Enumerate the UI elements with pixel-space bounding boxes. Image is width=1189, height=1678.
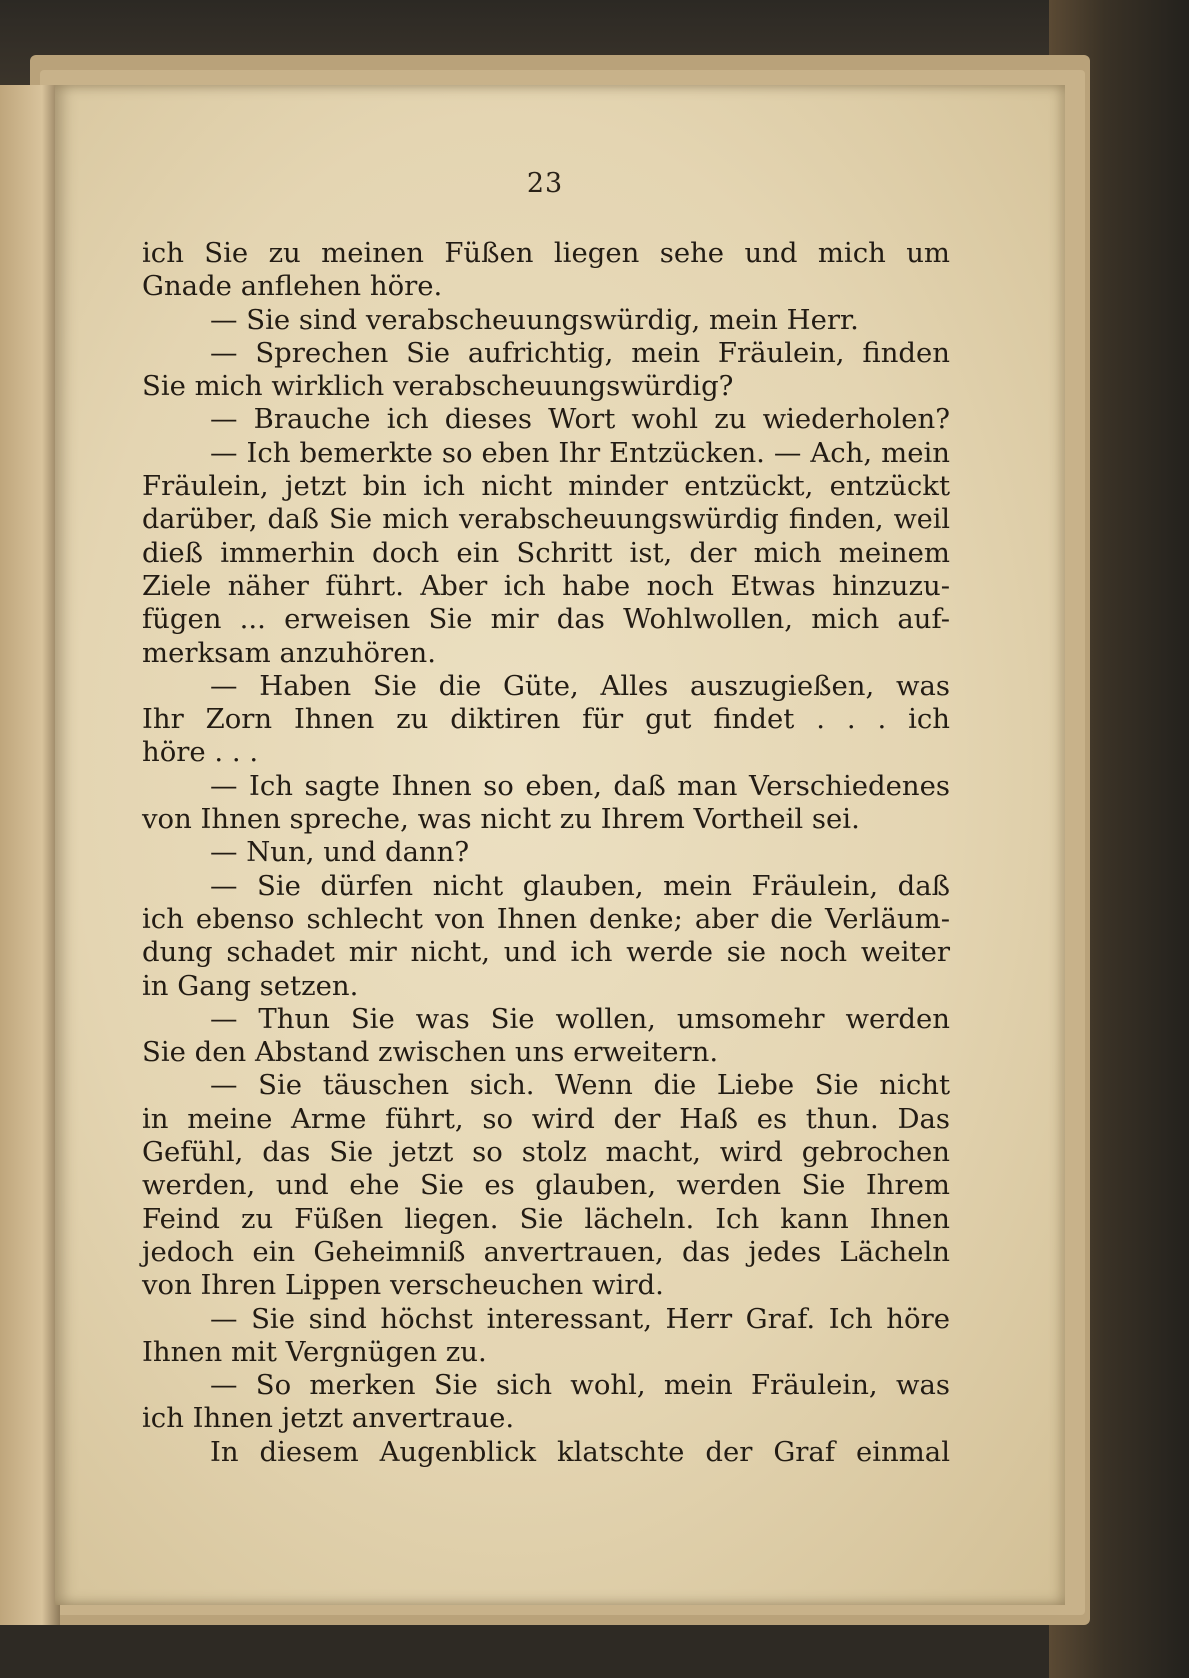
page-number: 23 [526, 168, 564, 199]
text-line: Sie mich wirklich verabscheuungswürdig? [142, 370, 734, 403]
text-line: Sie den Abstand zwischen uns erweitern. [142, 1036, 719, 1069]
text-line: von Ihren Lippen verscheuchen wird. [142, 1269, 664, 1302]
text-line: werden, und ehe Sie es glauben, werden Sie Ihrem [142, 1169, 950, 1202]
text-line: ich ebenso schlecht von Ihnen denke; aber die Verläum- [142, 902, 950, 935]
text-line: — Brauche ich dieses Wort wohl zu wiederholen? [210, 403, 950, 436]
text-line: — Sie sind höchst interessant, Herr Graf. Ich höre [210, 1302, 950, 1335]
text-line: Ihr Zorn Ihnen zu diktiren für gut findet . . . ich [142, 703, 950, 736]
page-text [142, 237, 950, 1469]
text-line: in meine Arme führt, so wird der Haß es thun. Das [142, 1102, 950, 1135]
text-line: — So merken Sie sich wohl, mein Fräulein, was [210, 1369, 950, 1402]
text-line: — Haben Sie die Güte, Alles auszugießen, was [210, 669, 950, 702]
text-line: — Sie sind verabscheuungswürdig, mein Herr. [210, 303, 859, 336]
text-line: Gnade anflehen höre. [142, 270, 443, 303]
text-line: In diesem Augenblick klatschte der Graf einmal [210, 1435, 950, 1468]
text-line: höre . . . [142, 736, 259, 769]
text-line: — Sie täuschen sich. Wenn die Liebe Sie nicht [210, 1069, 950, 1102]
text-line: — Sprechen Sie aufrichtig, mein Fräulein, finden [210, 336, 950, 369]
text-line: fügen ... erweisen Sie mir das Wohlwollen, mich auf- [142, 603, 950, 636]
text-line: ich Ihnen jetzt anvertraue. [142, 1402, 515, 1435]
text-line: jedoch ein Geheimniß anvertrauen, das jedes Lächeln [142, 1235, 950, 1268]
text-line: — Sie dürfen nicht glauben, mein Fräulein, daß [210, 869, 950, 902]
text-line: Gefühl, das Sie jetzt so stolz macht, wird gebrochen [142, 1136, 950, 1169]
previous-page-margin [0, 85, 60, 1625]
text-line: — Ich bemerkte so eben Ihr Entzücken. — Ach, mein [210, 436, 950, 469]
text-line: — Nun, und dann? [210, 836, 470, 869]
text-line: dung schadet mir nicht, und ich werde sie noch weiter [142, 936, 950, 969]
text-line: ich Sie zu meinen Füßen liegen sehe und mich um [142, 237, 950, 269]
text-line: merksam anzuhören. [142, 636, 436, 669]
text-line: — Thun Sie was Sie wollen, umsomehr werden [210, 1002, 950, 1035]
text-line: darüber, daß Sie mich verabscheuungswürdig finden, weil [142, 504, 950, 536]
text-line: — Ich sagte Ihnen so eben, daß man Verschiedenes [210, 769, 950, 802]
text-line: dieß immerhin doch ein Schritt ist, der mich meinem [142, 536, 950, 569]
text-line: von Ihnen spreche, was nicht zu Ihrem Vortheil sei. [142, 803, 860, 836]
text-line: Fräulein, jetzt bin ich nicht minder entzückt, entzückt [142, 470, 950, 503]
text-line: in Gang setzen. [142, 969, 359, 1002]
text-line: Feind zu Füßen liegen. Sie lächeln. Ich kann Ihnen [142, 1202, 950, 1235]
text-line: Ihnen mit Vergnügen zu. [142, 1335, 487, 1368]
text-line: Ziele näher führt. Aber ich habe noch Etwas hinzuzu- [142, 569, 950, 602]
